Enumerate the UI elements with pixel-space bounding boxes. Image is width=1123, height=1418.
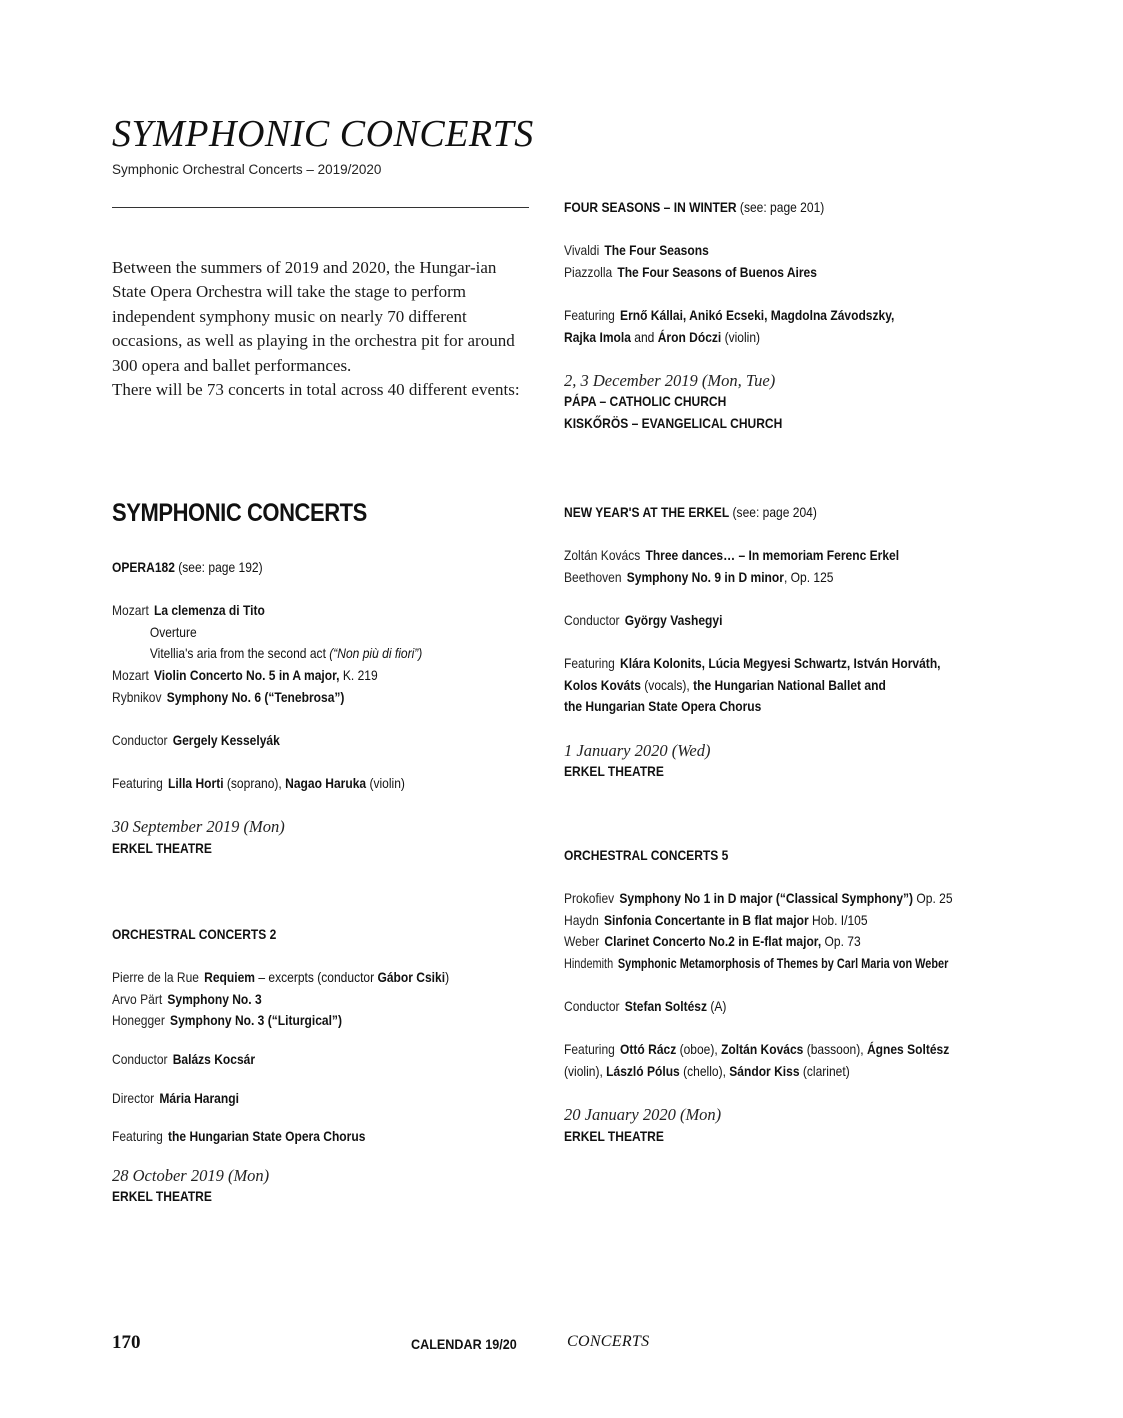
composer: Mozart bbox=[112, 666, 149, 683]
page-reference: (see: page 204) bbox=[732, 504, 817, 520]
event-venue: ERKEL THEATRE bbox=[112, 1188, 212, 1205]
work: The Four Seasons of Buenos Aires bbox=[617, 263, 817, 280]
performer-role: (soprano), bbox=[226, 774, 282, 791]
featuring-row-cont bbox=[564, 327, 894, 349]
featuring-row bbox=[564, 305, 894, 327]
featuring-row-cont: the Hungarian State Opera Chorus bbox=[564, 698, 762, 715]
conductor-note: (A) bbox=[710, 998, 727, 1015]
featuring-row bbox=[564, 653, 941, 675]
program-item bbox=[564, 931, 988, 953]
conductor-name: György Vashegyi bbox=[624, 611, 723, 628]
event-date: 20 January 2020 (Mon) bbox=[564, 1105, 722, 1125]
conductor-name: Gergely Kesselyák bbox=[172, 731, 280, 748]
program-subitem bbox=[112, 622, 422, 644]
director-row bbox=[112, 1088, 449, 1110]
program-item bbox=[564, 240, 894, 262]
conductor-row bbox=[112, 1049, 449, 1071]
event-title-row bbox=[564, 197, 894, 219]
performer-role: (violin) bbox=[724, 328, 761, 345]
title-divider bbox=[112, 207, 529, 208]
featuring-row bbox=[112, 1126, 449, 1148]
featuring-row-cont bbox=[564, 675, 941, 697]
aria-title: (“Non più di fiori”) bbox=[329, 645, 423, 662]
program-item bbox=[112, 1010, 449, 1032]
composer: Honegger bbox=[112, 1012, 165, 1029]
event-title-row bbox=[564, 502, 941, 524]
conjunction: and bbox=[634, 328, 655, 345]
performer: Nagao Haruka bbox=[285, 774, 367, 791]
composer: Rybnikov bbox=[112, 688, 162, 705]
work: Requiem bbox=[204, 969, 256, 986]
work: Symphony No. 9 in D minor bbox=[626, 568, 784, 585]
featuring-label: Featuring bbox=[112, 1128, 163, 1145]
performer-role: (bassoon), bbox=[806, 1041, 864, 1058]
work-part: Vitellia's aria from the second act bbox=[149, 645, 326, 662]
work: Symphonic Metamorphosis of Themes by Carl Maria von Weber bbox=[617, 954, 949, 971]
section-heading: SYMPHONIC CONCERTS bbox=[112, 499, 367, 527]
event-new-years-at-the-erkel bbox=[564, 502, 1002, 783]
performer: Sándor Kiss bbox=[729, 1062, 800, 1079]
conductor-row bbox=[564, 610, 941, 632]
composer: Haydn bbox=[564, 911, 599, 928]
composer: Beethoven bbox=[564, 568, 622, 585]
guest-conductor: Gábor Csiki bbox=[377, 969, 446, 986]
composer: Arvo Pärt bbox=[112, 990, 163, 1007]
conductor-label: Conductor bbox=[112, 731, 168, 748]
conductor-row bbox=[564, 996, 988, 1018]
program-item bbox=[564, 567, 941, 589]
work: La clemenza di Tito bbox=[153, 602, 265, 619]
performer-role: (oboe), bbox=[679, 1041, 718, 1058]
event-opera182 bbox=[112, 557, 473, 859]
conductor-label: Conductor bbox=[564, 998, 620, 1015]
opus-number: , Op. 125 bbox=[783, 568, 834, 585]
event-four-seasons bbox=[564, 197, 948, 435]
page-reference: (see: page 201) bbox=[739, 199, 825, 215]
work: Symphony No. 6 (“Tenebrosa”) bbox=[166, 688, 345, 705]
composer: Zoltán Kovács bbox=[564, 547, 641, 564]
work: Symphony No 1 in D major (“Classical Symphony”) bbox=[619, 890, 914, 907]
composer: Hindemith bbox=[564, 954, 614, 971]
work-part: Overture bbox=[149, 623, 197, 640]
program-subitem bbox=[112, 643, 422, 665]
event-date: 28 October 2019 (Mon) bbox=[112, 1165, 270, 1185]
work: Sinfonia Concertante in B flat major bbox=[603, 911, 809, 928]
performer-role: (violin), bbox=[564, 1062, 603, 1079]
conductor-label: Conductor bbox=[112, 1050, 168, 1067]
event-title: OPERA182 bbox=[112, 559, 175, 575]
event-title: NEW YEAR'S AT THE ERKEL bbox=[564, 504, 730, 520]
footer-section: CONCERTS bbox=[567, 1333, 650, 1350]
intro-paragraph-2: There will be 73 concerts in total across 40 different events: bbox=[112, 380, 520, 400]
event-date: 2, 3 December 2019 (Mon, Tue) bbox=[564, 370, 776, 390]
performer-role: (chello), bbox=[683, 1062, 726, 1079]
event-date: 1 January 2020 (Wed) bbox=[564, 740, 711, 760]
event-venue: PÁPA – CATHOLIC CHURCH bbox=[564, 393, 727, 410]
composer: Weber bbox=[564, 933, 600, 950]
catalogue-number: Hob. I/105 bbox=[812, 911, 868, 928]
program-item bbox=[564, 888, 988, 910]
opus-number: Op. 73 bbox=[824, 933, 861, 950]
event-orchestral-concerts-5 bbox=[564, 845, 1057, 1147]
conductor-name: Balázs Kocsár bbox=[172, 1050, 256, 1067]
performer: Zoltán Kovács bbox=[721, 1041, 804, 1058]
work-note-end: ) bbox=[445, 969, 450, 986]
event-orchestral-concerts-2 bbox=[112, 924, 504, 1208]
program-item bbox=[564, 262, 894, 284]
program-item bbox=[112, 665, 422, 687]
footer-calendar: CALENDAR 19/20 bbox=[411, 1336, 517, 1352]
performers: Klára Kolonits, Lúcia Megyesi Schwartz, István Horváth, bbox=[620, 655, 941, 672]
performer: László Pólus bbox=[606, 1062, 680, 1079]
performer-role: (vocals), bbox=[644, 676, 690, 693]
intro-text bbox=[112, 256, 532, 402]
program-item bbox=[564, 910, 988, 932]
composer: Vivaldi bbox=[564, 242, 600, 259]
page-reference: (see: page 192) bbox=[178, 559, 263, 575]
event-venue: ERKEL THEATRE bbox=[112, 839, 212, 856]
performers: Ernő Kállai, Anikó Ecseki, Magdolna Závodszky, bbox=[620, 306, 895, 323]
performer: the Hungarian National Ballet and bbox=[693, 676, 886, 693]
event-date: 30 September 2019 (Mon) bbox=[112, 817, 285, 837]
work: The Four Seasons bbox=[604, 242, 709, 259]
catalogue-number: K. 219 bbox=[342, 666, 378, 683]
opus-number: Op. 25 bbox=[916, 890, 953, 907]
event-title: FOUR SEASONS – IN WINTER bbox=[564, 199, 737, 215]
conductor-row bbox=[112, 730, 422, 752]
work: Symphony No. 3 bbox=[167, 990, 262, 1007]
work-note: – excerpts (conductor bbox=[258, 969, 375, 986]
director-name: Mária Harangi bbox=[159, 1089, 239, 1106]
performer: the Hungarian State Opera Chorus bbox=[168, 1128, 366, 1145]
featuring-label: Featuring bbox=[564, 306, 615, 323]
program-item bbox=[112, 600, 422, 622]
event-title-row bbox=[112, 557, 422, 579]
program-item bbox=[564, 545, 941, 567]
featuring-label: Featuring bbox=[564, 1041, 615, 1058]
featuring-row-cont bbox=[564, 1061, 988, 1083]
work: Three dances… – In memoriam Ferenc Erkel bbox=[645, 547, 900, 564]
conductor-label: Conductor bbox=[564, 611, 620, 628]
performer: Ottó Rácz bbox=[620, 1041, 677, 1058]
intro-paragraph-1: Between the summers of 2019 and 2020, the Hungar-ian State Opera Orchestra will take the stage to perform independent symphony music on nearly 70 different occasions, as well as playing in the orchestra pit for around 300 opera and ballet performances. bbox=[112, 258, 515, 375]
composer: Piazzolla bbox=[564, 263, 613, 280]
program-item bbox=[112, 687, 422, 709]
performer: Áron Dóczi bbox=[657, 328, 722, 345]
page-title: SYMPHONIC CONCERTS bbox=[112, 113, 534, 155]
performer: Lilla Horti bbox=[168, 774, 224, 791]
event-title: ORCHESTRAL CONCERTS 2 bbox=[112, 926, 277, 942]
composer: Prokofiev bbox=[564, 890, 615, 907]
work: Clarinet Concerto No.2 in E-flat major, bbox=[604, 933, 822, 950]
composer: Pierre de la Rue bbox=[112, 969, 200, 986]
event-venue: KISKŐRÖS – EVANGELICAL CHURCH bbox=[564, 414, 783, 431]
featuring-row bbox=[564, 1039, 988, 1061]
conductor-name: Stefan Soltész bbox=[624, 998, 708, 1015]
performer: Rajka Imola bbox=[564, 328, 631, 345]
composer: Mozart bbox=[112, 602, 149, 619]
featuring-label: Featuring bbox=[112, 774, 163, 791]
program-item bbox=[112, 989, 449, 1011]
event-venue: ERKEL THEATRE bbox=[564, 763, 664, 780]
event-venue: ERKEL THEATRE bbox=[564, 1127, 664, 1144]
featuring-row bbox=[112, 773, 422, 795]
featuring-label: Featuring bbox=[564, 655, 615, 672]
performer-role: (clarinet) bbox=[802, 1062, 850, 1079]
performer: Ágnes Soltész bbox=[866, 1041, 950, 1058]
work: Violin Concerto No. 5 in A major, bbox=[153, 666, 340, 683]
program-item bbox=[564, 953, 948, 975]
event-title: ORCHESTRAL CONCERTS 5 bbox=[564, 847, 729, 863]
performer-role: (violin) bbox=[369, 774, 405, 791]
page-subtitle: Symphonic Orchestral Concerts – 2019/2020 bbox=[112, 162, 382, 177]
director-label: Director bbox=[112, 1089, 155, 1106]
work: Symphony No. 3 (“Liturgical”) bbox=[170, 1012, 342, 1029]
performer: Kolos Kováts bbox=[564, 676, 641, 693]
page-number: 170 bbox=[112, 1332, 141, 1353]
program-item bbox=[112, 967, 449, 989]
